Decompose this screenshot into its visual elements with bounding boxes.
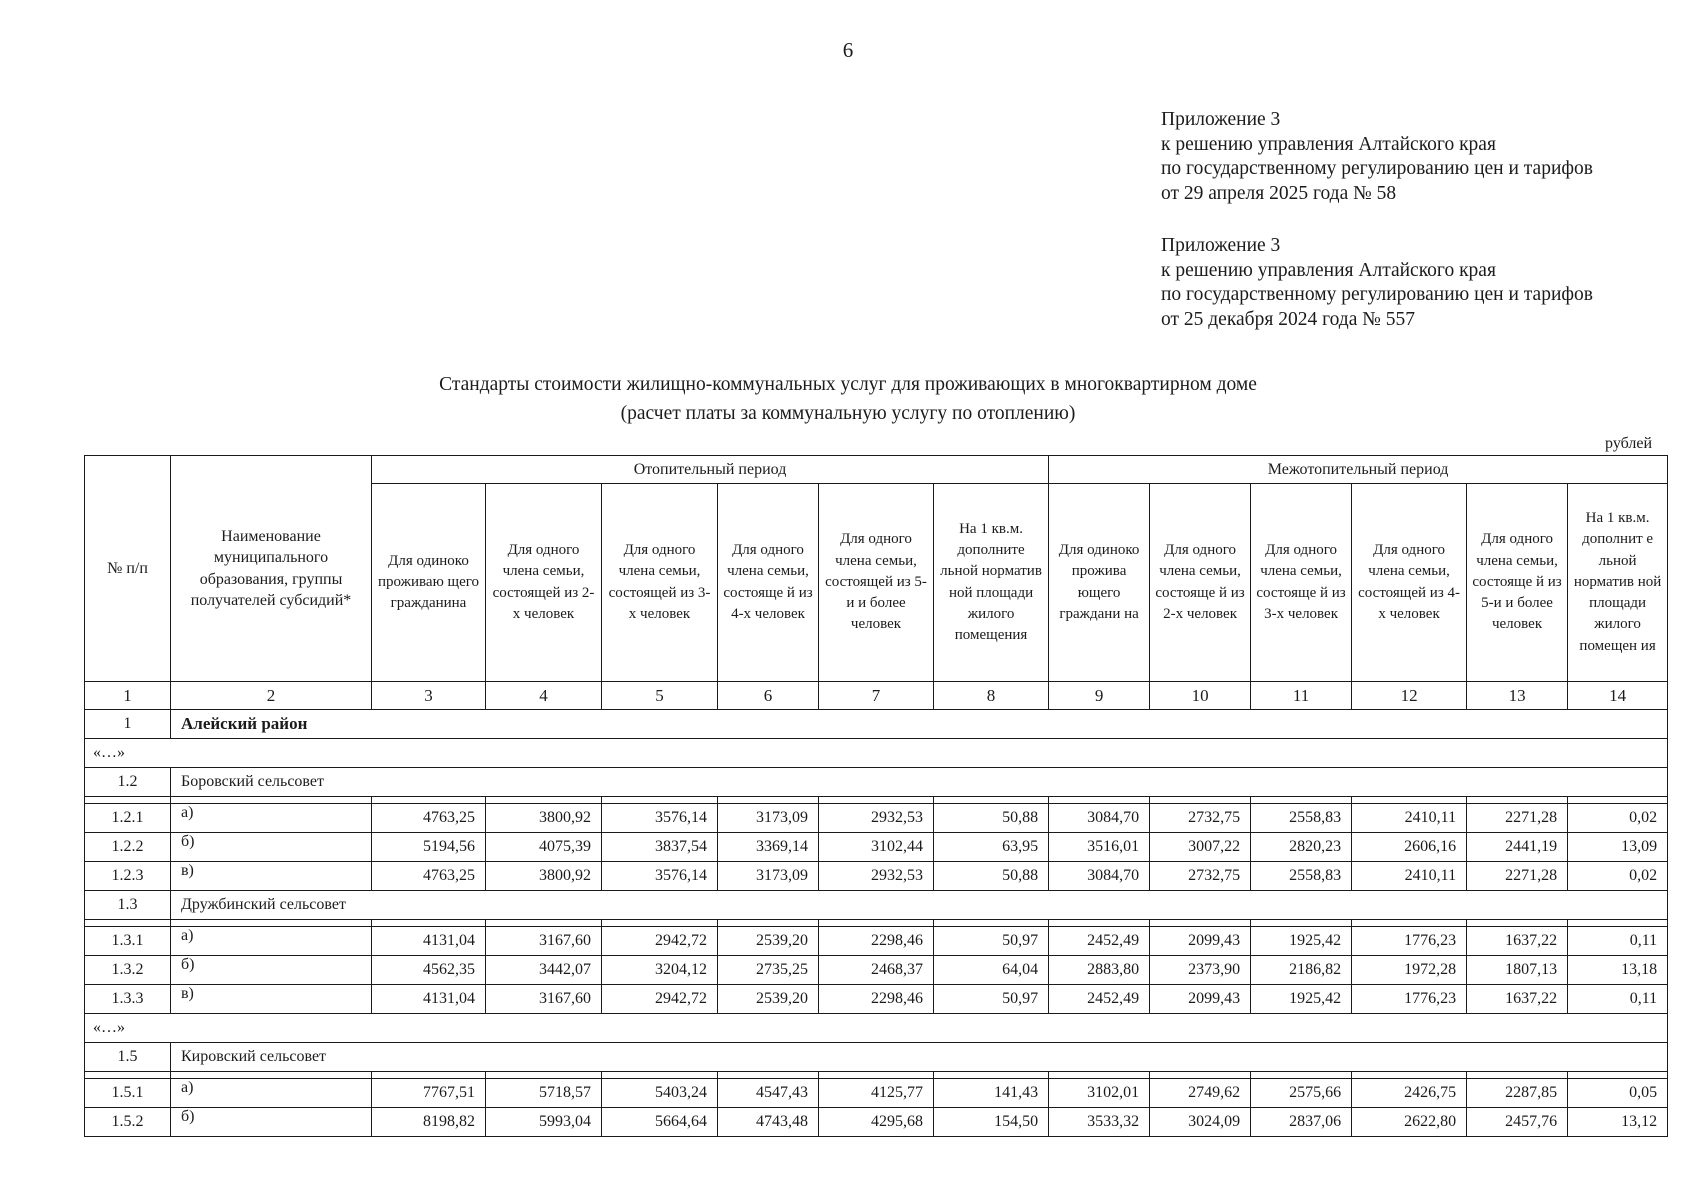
- separator-cell: [602, 797, 718, 804]
- value-cell: 2452,49: [1049, 927, 1150, 956]
- value-cell: 4295,68: [819, 1108, 934, 1137]
- separator-cell: [486, 797, 602, 804]
- separator-cell: [602, 920, 718, 927]
- value-cell: 3102,01: [1049, 1079, 1150, 1108]
- header-heating-period: Отопительный период: [372, 456, 1049, 484]
- row-num: 1.3.3: [85, 985, 171, 1014]
- separator-cell: [819, 1072, 934, 1079]
- section-num: 1.2: [85, 768, 171, 797]
- value-cell: 0,11: [1568, 985, 1668, 1014]
- value-cell: 50,88: [934, 862, 1049, 891]
- separator-cell: [486, 1072, 602, 1079]
- value-cell: 2452,49: [1049, 985, 1150, 1014]
- ellipsis-marker: «…»: [85, 1014, 1668, 1043]
- value-cell: 2410,11: [1352, 804, 1467, 833]
- region-num: 1: [85, 710, 171, 739]
- value-cell: 1776,23: [1352, 985, 1467, 1014]
- value-cell: 5993,04: [486, 1108, 602, 1137]
- separator-cell: [1568, 797, 1668, 804]
- separator-cell: [85, 920, 171, 927]
- value-cell: 1807,13: [1467, 956, 1568, 985]
- row-num: 1.2.1: [85, 804, 171, 833]
- value-cell: 2373,90: [1150, 956, 1251, 985]
- separator-cell: [1150, 920, 1251, 927]
- header-col: Для одного члена семьи, состояще й из 4-х человек: [718, 484, 819, 682]
- separator-cell: [1150, 1072, 1251, 1079]
- row-group: а): [171, 804, 372, 833]
- value-cell: 2539,20: [718, 985, 819, 1014]
- section-num: 1.3: [85, 891, 171, 920]
- header-non-heating-period: Межотопительный период: [1049, 456, 1668, 484]
- value-cell: 2298,46: [819, 985, 934, 1014]
- column-number: 12: [1352, 682, 1467, 710]
- header-col: На 1 кв.м. дополнит е льной норматив ной площади жилого помещен ия: [1568, 484, 1668, 682]
- value-cell: 2732,75: [1150, 804, 1251, 833]
- annex-current-header: [1161, 108, 1593, 206]
- value-cell: 5664,64: [602, 1108, 718, 1137]
- value-cell: 2575,66: [1251, 1079, 1352, 1108]
- separator-cell: [85, 1072, 171, 1079]
- value-cell: 2441,19: [1467, 833, 1568, 862]
- value-cell: 2426,75: [1352, 1079, 1467, 1108]
- value-cell: 4075,39: [486, 833, 602, 862]
- value-cell: 5194,56: [372, 833, 486, 862]
- separator-cell: [819, 920, 934, 927]
- value-cell: 3173,09: [718, 804, 819, 833]
- separator-cell: [1467, 920, 1568, 927]
- value-cell: 2735,25: [718, 956, 819, 985]
- value-cell: 2457,76: [1467, 1108, 1568, 1137]
- value-cell: 50,97: [934, 927, 1049, 956]
- value-cell: 0,02: [1568, 804, 1668, 833]
- table-row: [85, 862, 1668, 891]
- separator-cell: [85, 797, 171, 804]
- column-number: 4: [486, 682, 602, 710]
- separator-cell: [934, 1072, 1049, 1079]
- currency-unit: рублей: [1605, 435, 1652, 452]
- value-cell: 1925,42: [1251, 985, 1352, 1014]
- value-cell: 3576,14: [602, 804, 718, 833]
- separator-cell: [1150, 797, 1251, 804]
- ellipsis-row: [85, 739, 1668, 768]
- separator-cell: [1568, 1072, 1668, 1079]
- annex-line: к решению управления Алтайского края: [1161, 133, 1496, 155]
- value-cell: 3167,60: [486, 927, 602, 956]
- separator-cell: [1049, 797, 1150, 804]
- column-number: 1: [85, 682, 171, 710]
- row-group: б): [171, 956, 372, 985]
- value-cell: 3024,09: [1150, 1108, 1251, 1137]
- value-cell: 3167,60: [486, 985, 602, 1014]
- value-cell: 2099,43: [1150, 985, 1251, 1014]
- row-num: 1.5.2: [85, 1108, 171, 1137]
- value-cell: 50,88: [934, 804, 1049, 833]
- value-cell: 2468,37: [819, 956, 934, 985]
- table-row: [85, 927, 1668, 956]
- column-number: 5: [602, 682, 718, 710]
- value-cell: 2932,53: [819, 804, 934, 833]
- value-cell: 2622,80: [1352, 1108, 1467, 1137]
- section-name: Кировский сельсовет: [171, 1043, 1668, 1072]
- separator-cell: [1467, 1072, 1568, 1079]
- column-number: 2: [171, 682, 372, 710]
- separator-cell: [171, 797, 372, 804]
- page-number: 6: [842, 38, 854, 62]
- value-cell: 2749,62: [1150, 1079, 1251, 1108]
- value-cell: 4131,04: [372, 927, 486, 956]
- separator-cell: [372, 1072, 486, 1079]
- value-cell: 4547,43: [718, 1079, 819, 1108]
- row-group: в): [171, 862, 372, 891]
- table-row: [85, 1079, 1668, 1108]
- separator-cell: [1352, 920, 1467, 927]
- row-num: 1.2.3: [85, 862, 171, 891]
- separator-cell: [934, 920, 1049, 927]
- section-name: Боровский сельсовет: [171, 768, 1668, 797]
- ellipsis-row: [85, 1014, 1668, 1043]
- annex-line: к решению управления Алтайского края: [1161, 259, 1496, 281]
- value-cell: 13,18: [1568, 956, 1668, 985]
- region-row: [85, 710, 1668, 739]
- separator-cell: [718, 1072, 819, 1079]
- value-cell: 3369,14: [718, 833, 819, 862]
- annex-line: по государственному регулированию цен и тарифов: [1161, 284, 1593, 305]
- separator-cell: [171, 1072, 372, 1079]
- value-cell: 2186,82: [1251, 956, 1352, 985]
- value-cell: 13,09: [1568, 833, 1668, 862]
- title-line-2: (расчет платы за коммунальную услугу по отоплению): [620, 403, 1076, 424]
- value-cell: 1972,28: [1352, 956, 1467, 985]
- separator-cell: [1251, 920, 1352, 927]
- row-group: а): [171, 927, 372, 956]
- row-separator: [85, 1072, 1668, 1079]
- separator-cell: [1251, 797, 1352, 804]
- value-cell: 2287,85: [1467, 1079, 1568, 1108]
- value-cell: 4743,48: [718, 1108, 819, 1137]
- separator-cell: [486, 920, 602, 927]
- value-cell: 8198,82: [372, 1108, 486, 1137]
- row-group: в): [171, 985, 372, 1014]
- value-cell: 3516,01: [1049, 833, 1150, 862]
- value-cell: 13,12: [1568, 1108, 1668, 1137]
- separator-cell: [1467, 797, 1568, 804]
- value-cell: 7767,51: [372, 1079, 486, 1108]
- value-cell: 2539,20: [718, 927, 819, 956]
- value-cell: 154,50: [934, 1108, 1049, 1137]
- separator-cell: [372, 797, 486, 804]
- annex-title: Приложение 3: [1161, 235, 1281, 256]
- header-col: Для одного члена семьи, состоящей из 5-и и более человек: [819, 484, 934, 682]
- header-col: Для одного члена семьи, состояще й из 3-х человек: [1251, 484, 1352, 682]
- value-cell: 3800,92: [486, 862, 602, 891]
- value-cell: 3442,07: [486, 956, 602, 985]
- column-number: 11: [1251, 682, 1352, 710]
- separator-cell: [1049, 1072, 1150, 1079]
- separator-cell: [1251, 1072, 1352, 1079]
- annex-previous-header: [1161, 234, 1593, 332]
- ellipsis-marker: «…»: [85, 739, 1668, 768]
- row-num: 1.5.1: [85, 1079, 171, 1108]
- value-cell: 3084,70: [1049, 862, 1150, 891]
- value-cell: 5718,57: [486, 1079, 602, 1108]
- row-group: б): [171, 833, 372, 862]
- region-name: Алейский район: [171, 710, 1668, 739]
- value-cell: 1637,22: [1467, 985, 1568, 1014]
- table-row: [85, 985, 1668, 1014]
- row-separator: [85, 920, 1668, 927]
- value-cell: 3800,92: [486, 804, 602, 833]
- section-row: [85, 891, 1668, 920]
- value-cell: 0,05: [1568, 1079, 1668, 1108]
- value-cell: 4763,25: [372, 862, 486, 891]
- column-number: 10: [1150, 682, 1251, 710]
- separator-cell: [602, 1072, 718, 1079]
- value-cell: 2932,53: [819, 862, 934, 891]
- header-col: На 1 кв.м. дополните льной норматив ной площади жилого помещения: [934, 484, 1049, 682]
- value-cell: 3007,22: [1150, 833, 1251, 862]
- value-cell: 1925,42: [1251, 927, 1352, 956]
- separator-cell: [718, 797, 819, 804]
- value-cell: 50,97: [934, 985, 1049, 1014]
- tariff-table: [84, 455, 1668, 1137]
- row-num: 1.2.2: [85, 833, 171, 862]
- value-cell: 3102,44: [819, 833, 934, 862]
- header-col: Для одного члена семьи, состояще й из 5-и и более человек: [1467, 484, 1568, 682]
- section-name: Дружбинский сельсовет: [171, 891, 1668, 920]
- row-num: 1.3.2: [85, 956, 171, 985]
- column-number: 6: [718, 682, 819, 710]
- table-row: [85, 833, 1668, 862]
- annex-date: от 29 апреля 2025 года № 58: [1161, 182, 1397, 204]
- row-separator: [85, 797, 1668, 804]
- separator-cell: [934, 797, 1049, 804]
- value-cell: 141,43: [934, 1079, 1049, 1108]
- value-cell: 5403,24: [602, 1079, 718, 1108]
- value-cell: 1776,23: [1352, 927, 1467, 956]
- separator-cell: [372, 920, 486, 927]
- header-col: Для одного члена семьи, состоящей из 2-х человек: [486, 484, 602, 682]
- header-name: Наименование муниципального образования, группы получателей субсидий*: [171, 456, 372, 682]
- value-cell: 2271,28: [1467, 862, 1568, 891]
- header-num: № п/п: [85, 456, 171, 682]
- value-cell: 2410,11: [1352, 862, 1467, 891]
- column-number-row: [85, 682, 1668, 710]
- value-cell: 2883,80: [1049, 956, 1150, 985]
- value-cell: 2820,23: [1251, 833, 1352, 862]
- value-cell: 4125,77: [819, 1079, 934, 1108]
- value-cell: 2837,06: [1251, 1108, 1352, 1137]
- separator-cell: [1352, 1072, 1467, 1079]
- separator-cell: [1049, 920, 1150, 927]
- value-cell: 64,04: [934, 956, 1049, 985]
- separator-cell: [1568, 920, 1668, 927]
- column-number: 7: [819, 682, 934, 710]
- header-col: Для одиноко проживаю щего гражданина: [372, 484, 486, 682]
- row-group: а): [171, 1079, 372, 1108]
- annex-line: по государственному регулированию цен и тарифов: [1161, 158, 1593, 179]
- separator-cell: [1352, 797, 1467, 804]
- header-col: Для одного члена семьи, состоящей из 4-х человек: [1352, 484, 1467, 682]
- value-cell: 0,02: [1568, 862, 1668, 891]
- value-cell: 3576,14: [602, 862, 718, 891]
- table-row: [85, 956, 1668, 985]
- value-cell: 4131,04: [372, 985, 486, 1014]
- value-cell: 2558,83: [1251, 804, 1352, 833]
- column-number: 14: [1568, 682, 1668, 710]
- column-number: 9: [1049, 682, 1150, 710]
- header-col: Для одного члена семьи, состоящей из 3-х человек: [602, 484, 718, 682]
- table-row: [85, 804, 1668, 833]
- value-cell: 1637,22: [1467, 927, 1568, 956]
- separator-cell: [819, 797, 934, 804]
- header-col: Для одного члена семьи, состояще й из 2-х человек: [1150, 484, 1251, 682]
- title-line-1: Стандарты стоимости жилищно-коммунальных услуг для проживающих в многоквартирном доме: [439, 374, 1257, 395]
- section-row: [85, 1043, 1668, 1072]
- value-cell: 2099,43: [1150, 927, 1251, 956]
- row-group: б): [171, 1108, 372, 1137]
- value-cell: 3084,70: [1049, 804, 1150, 833]
- value-cell: 3837,54: [602, 833, 718, 862]
- column-number: 8: [934, 682, 1049, 710]
- annex-title: Приложение 3: [1161, 109, 1281, 130]
- value-cell: 3533,32: [1049, 1108, 1150, 1137]
- column-number: 13: [1467, 682, 1568, 710]
- header-period-row: [85, 456, 1668, 484]
- column-number: 3: [372, 682, 486, 710]
- value-cell: 4562,35: [372, 956, 486, 985]
- value-cell: 2942,72: [602, 927, 718, 956]
- value-cell: 2732,75: [1150, 862, 1251, 891]
- header-col: Для одиноко прожива ющего граждани на: [1049, 484, 1150, 682]
- value-cell: 2271,28: [1467, 804, 1568, 833]
- table-body: [85, 710, 1668, 1137]
- value-cell: 3173,09: [718, 862, 819, 891]
- value-cell: 2942,72: [602, 985, 718, 1014]
- value-cell: 63,95: [934, 833, 1049, 862]
- value-cell: 2606,16: [1352, 833, 1467, 862]
- value-cell: 4763,25: [372, 804, 486, 833]
- value-cell: 0,11: [1568, 927, 1668, 956]
- document-title: [0, 370, 1696, 428]
- separator-cell: [171, 920, 372, 927]
- row-num: 1.3.1: [85, 927, 171, 956]
- value-cell: 2558,83: [1251, 862, 1352, 891]
- value-cell: 3204,12: [602, 956, 718, 985]
- value-cell: 2298,46: [819, 927, 934, 956]
- section-num: 1.5: [85, 1043, 171, 1072]
- annex-date: от 25 декабря 2024 года № 557: [1161, 308, 1415, 330]
- table-row: [85, 1108, 1668, 1137]
- separator-cell: [718, 920, 819, 927]
- section-row: [85, 768, 1668, 797]
